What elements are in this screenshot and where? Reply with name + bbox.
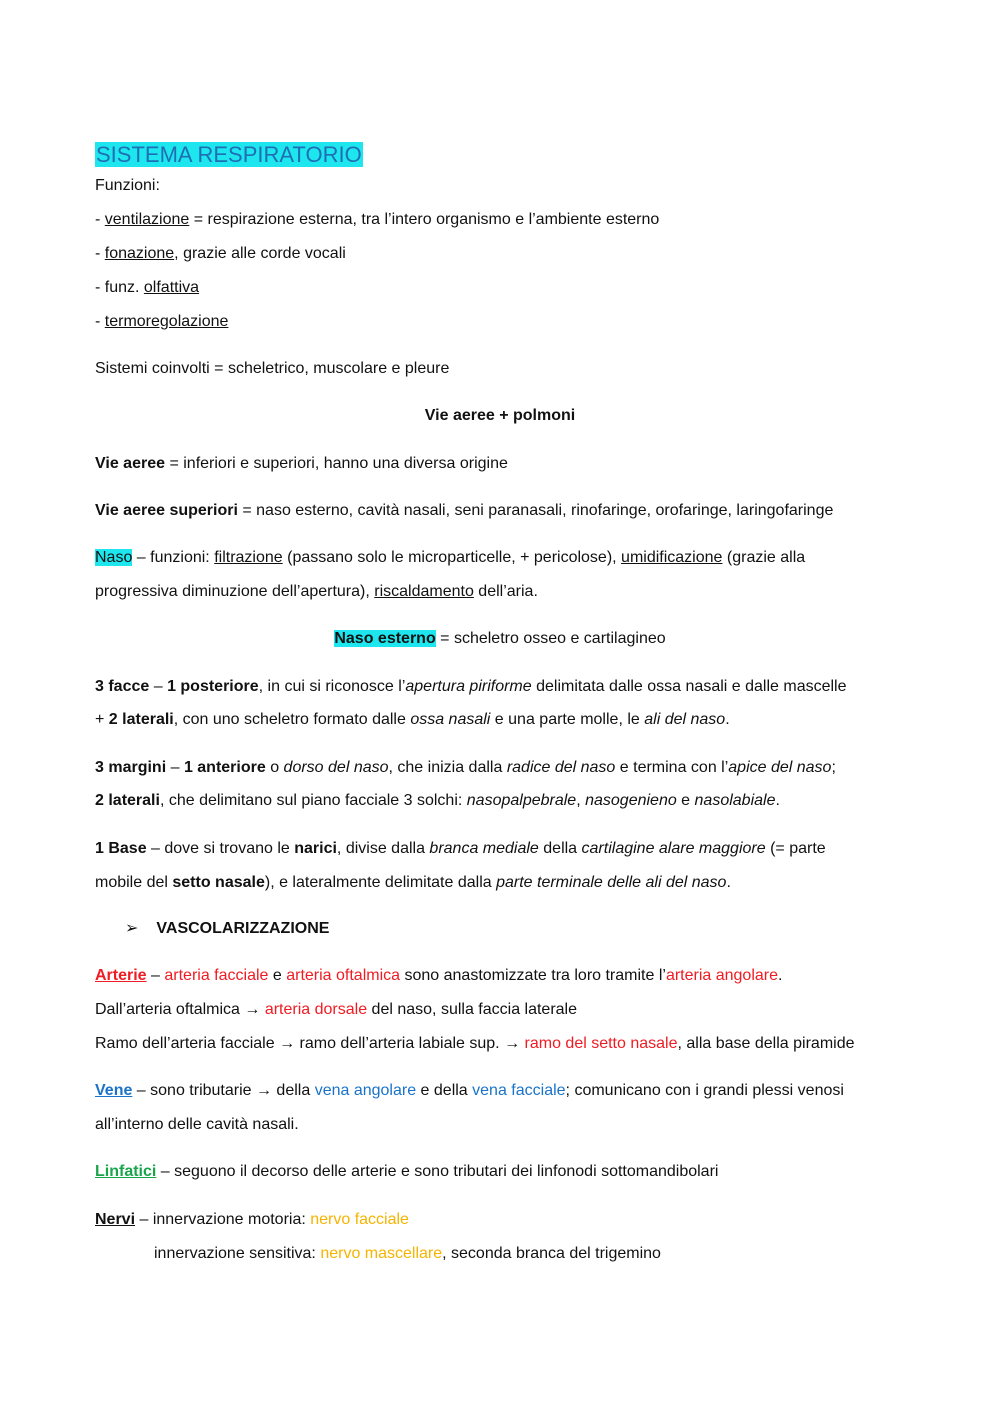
facce-line-2: + 2 laterali, con uno scheletro formato dalle ossa nasali e una parte molle, le ali del naso. <box>95 711 730 728</box>
margini-line-2: 2 laterali, che delimitano sul piano facciale 3 solchi: nasopalpebrale, nasogenieno e nasolabiale. <box>95 792 780 809</box>
arterie-line-2: Dall’arteria oftalmica → arteria dorsale del naso, sulla faccia laterale <box>95 1001 578 1018</box>
facce-line-1: 3 facce – 1 posteriore, in cui si riconosce l’apertura piriforme delimitata dalle ossa nasali e dalle mascelle <box>95 678 847 695</box>
funzione-item: - termoregolazione <box>95 313 229 330</box>
title-line <box>95 140 363 170</box>
base-line-2: mobile del setto nasale), e lateralmente delimitate dalla parte terminale delle ali del naso. <box>95 874 731 891</box>
vie-aeree-line: Vie aeree = inferiori e superiori, hanno una diversa origine <box>95 455 508 472</box>
sistemi-line: Sistemi coinvolti = scheletrico, muscolare e pleure <box>95 360 450 377</box>
nervi-line-1: Nervi – innervazione motoria: nervo facciale <box>95 1211 409 1228</box>
funzione-item: - funz. olfattiva <box>95 279 200 296</box>
naso-esterno-line: Naso esterno = scheletro osseo e cartilagineo <box>334 630 666 647</box>
vie-superiori-line: Vie aeree superiori = naso esterno, cavità nasali, seni paranasali, rinofaringe, orofaringe, laringofaringe <box>95 502 834 519</box>
linfatici-line: Linfatici – seguono il decorso delle arterie e sono tributari dei linfonodi sottomandibolari <box>95 1163 719 1180</box>
nervi-line-2: innervazione sensitiva: nervo mascellare, seconda branca del trigemino <box>154 1245 661 1262</box>
vene-line-1: Vene – sono tributarie → della vena angolare e della vena facciale; comunicano con i grandi plessi venosi <box>95 1082 844 1099</box>
arterie-line-1: Arterie – arteria facciale e arteria oftalmica sono anastomizzate tra loro tramite l’arteria angolare. <box>95 967 783 984</box>
vene-line-2: all’interno delle cavità nasali. <box>95 1116 299 1133</box>
base-line-1: 1 Base – dove si trovano le narici, divise dalla branca mediale della cartilagine alare maggiore (= parte <box>95 840 826 857</box>
funzione-item: - ventilazione = respirazione esterna, tra l’intero organismo e l’ambiente esterno <box>95 211 660 228</box>
vascolarizzazione-heading: ➢ VASCOLARIZZAZIONE <box>125 920 330 937</box>
arterie-line-3: Ramo dell’arteria facciale → ramo dell’arteria labiale sup. → ramo del setto nasale, alla base della piramide <box>95 1035 855 1052</box>
funzioni-label: Funzioni: <box>95 177 160 194</box>
naso-line-1: Naso – funzioni: filtrazione (passano solo le microparticelle, + pericolose), umidificazione (grazie alla <box>95 549 806 566</box>
arrow-bullet-icon: ➢ <box>125 920 139 937</box>
heading-vie-aeree: Vie aeree + polmoni <box>424 407 576 424</box>
page-title: SISTEMA RESPIRATORIO <box>96 142 362 167</box>
funzione-item: - fonazione, grazie alle corde vocali <box>95 245 346 262</box>
naso-line-2: progressiva diminuzione dell’apertura), riscaldamento dell’aria. <box>95 583 538 600</box>
margini-line-1: 3 margini – 1 anteriore o dorso del naso, che inizia dalla radice del naso e termina con l’apice del naso; <box>95 759 836 776</box>
